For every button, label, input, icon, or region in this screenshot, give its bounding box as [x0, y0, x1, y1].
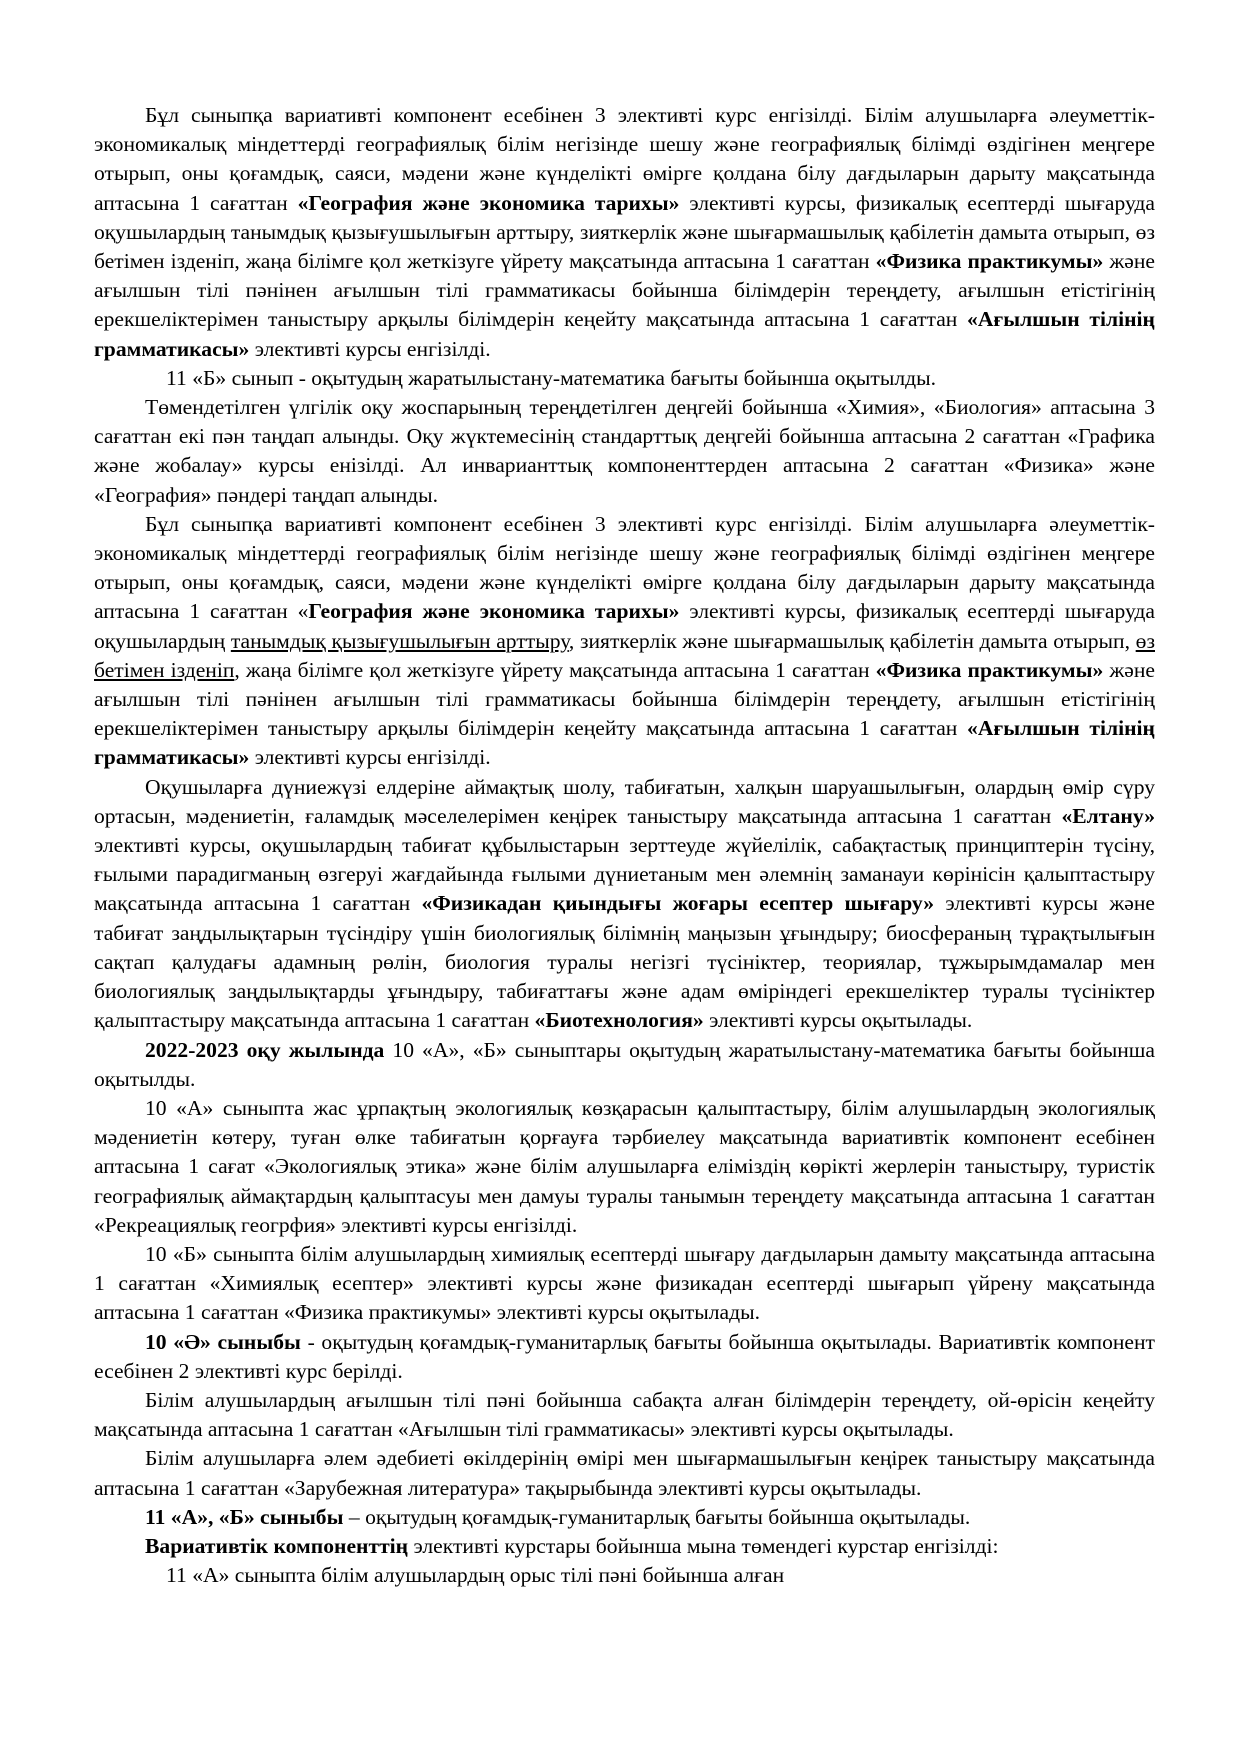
text-run: элективті курсы енгізілді.	[249, 336, 491, 361]
paragraph	[94, 1503, 1155, 1532]
underlined-text: танымдық қызығушылығын арттыру	[230, 628, 569, 653]
text-run: , жаңа білімге қол жеткізуге үйрету мақсатында аптасына 1 сағаттан	[234, 657, 876, 682]
bold-text: «География және экономика тарихы»	[297, 190, 680, 215]
paragraph	[94, 510, 1155, 773]
text-run: Білім алушыларға әлем әдебиеті өкілдерінің өмірі мен шығармашылығын кеңірек таныстыру мақсатында аптасына 1 сағаттан «Зарубежная литература» тақырыбында элективті курсы оқытылады.	[94, 1446, 1155, 1500]
text-run: элективті курсы, физикалық есептерді шығаруда оқушылардың танымдық қызығушылығын арттыру, зияткерлік және шығармашылық қабілетін дамыта отырып, өз бетімен ізденіп, жаңа білімге қол жеткізуге үйрету мақсатында аптасына 1 сағаттан	[94, 190, 1155, 274]
bold-text: 10 «Ә» сыныбы	[145, 1329, 301, 1354]
paragraph	[94, 1240, 1155, 1328]
text-run: Бұл сыныпқа вариативті компонент есебінен 3 элективті курс енгізілді. Білім алушыларға әлеуметтік- экономикалық міндеттерді географиялық білім негізінде шешу және географиялық білімді өздігінен меңгере отырып, оны қоғамдық, саяси, мәдени және күнделікті өмірге қолдана білу дағдыларын дарыту мақсатында аптасына 1 сағаттан «	[94, 511, 1155, 624]
text-run: Төмендетілген үлгілік оқу жоспарының тереңдетілген деңгейі бойынша «Химия», «Биология» аптасына 3 сағаттан екі пән таңдап алынды. Оқу жүктемесінің стандарттық деңгейі бойынша аптасына 2 сағаттан «Графика және жобалау» курсы енізілді. Ал инварианттық компоненттерден аптасына 2 сағаттан «Физика» және «География» пәндері таңдап алынды.	[94, 395, 1155, 507]
bold-text: Вариативтік компоненттің	[145, 1533, 409, 1558]
paragraph	[94, 393, 1155, 510]
text-run: 11 «А» сыныпта білім алушылардың орыс тілі пәні бойынша алған	[166, 1563, 785, 1588]
text-run: Оқушыларға дүниежүзі елдеріне аймақтық шолу, табиғатын, халқын шаруашылығын, олардың өмір сүру ортасын, мәдениетін, ғаламдық мәселелерімен кеңірек таныстыру мақсатында аптасына 1 сағаттан	[94, 774, 1155, 828]
paragraph	[94, 364, 1155, 393]
text-run: элективті курсы, физикалық есептерді шығаруда оқушылардың	[94, 599, 1155, 653]
bold-text: «Ағылшын тілінің грамматикасы»	[94, 307, 1155, 361]
underlined-text: өз бетімен ізденіп	[94, 628, 1155, 682]
text-run: Білім алушылардың ағылшын тілі пәні бойынша сабақта алған білімдерін тереңдету, ой-өрісін кеңейту мақсатында аптасына 1 сағаттан «Ағылшын тілі грамматикасы» элективті курсы оқытылады.	[94, 1387, 1155, 1442]
paragraph	[94, 1036, 1155, 1094]
document-body	[94, 101, 1155, 1590]
text-run: элективті курсы оқытылады.	[703, 1008, 973, 1033]
paragraph	[94, 1561, 1155, 1590]
bold-text: 2022-2023 оқу жылында	[145, 1037, 385, 1062]
text-run: 11 «Б» сынып - оқытудың жаратылыстану-математика бағыты бойынша оқытылды.	[166, 365, 937, 390]
text-run: элективті курсы және табиғат заңдылықтарын түсіндіру үшін биологиялық білімнің маңызын ұғындыру; биосфераның тұрақтылығын сақтап қалудағы адамның рөлін, биология туралы негізгі түсініктер, теориялар, тұжырымдамалар мен биологиялық заңдылықтарды ұғындыру, табиғаттағы және адам өміріндегі ерекшеліктер туралы түсініктер қалыптастыру мақсатында аптасына 1 сағаттан	[94, 891, 1155, 1033]
bold-text: «Ағылшын тілінің грамматикасы»	[94, 716, 1155, 770]
bold-text: География және экономика тарихы»	[308, 599, 680, 624]
bold-text: «Биотехнология»	[534, 1008, 704, 1033]
text-run: 10 «Б» сыныпта білім алушылардың химиялық есептерді шығару дағдыларын дамыту мақсатында аптасына 1 сағаттан «Химиялық есептер» элективті курсы және физикадан есептерді шығарып үйрену мақсатында аптасына 1 сағаттан «Физика практикумы» элективті курсы оқытылады.	[94, 1241, 1155, 1325]
paragraph	[94, 1532, 1155, 1561]
paragraph	[94, 1094, 1155, 1240]
text-run: элективті курстары бойынша мына төмендегі курстар енгізілді:	[408, 1533, 999, 1558]
paragraph	[94, 1328, 1155, 1386]
text-run: - оқытудың қоғамдық-гуманитарлық бағыты бойынша оқытылады. Вариативтік компонент есебінен 2 элективті курс берілді.	[94, 1329, 1155, 1383]
paragraph	[94, 773, 1155, 1036]
text-run: 10 «А» сыныпта жас ұрпақтың экологиялық көзқарасын қалыптастыру, білім алушылардың экологиялық мәдениетін көтеру, туған өлке табиғатын қорғауға тәрбиелеу мақсатында вариативтік компонент есебінен аптасына 1 сағат «Экологиялық этика» және білім алушыларға еліміздің көрікті жерлерін таныстыру, туристік географиялық аймақтардың қалыптасуы мен дамуы туралы танымын тереңдету мақсатында аптасына 1 сағаттан «Рекреациялық геогрфия» элективті курсы енгізілді.	[94, 1095, 1155, 1237]
bold-text: 11 «А», «Б» сыныбы	[145, 1504, 344, 1529]
text-run: және ағылшын тілі пәнінен ағылшын тілі грамматикасы бойынша білімдерін тереңдету, ағылшын етістігінің ерекшеліктерімен таныстыру арқылы білімдерін кеңейту мақсатында аптасына 1 сағаттан	[94, 657, 1155, 741]
text-run: , зияткерлік және шығармашылық қабілетін дамыта отырып,	[568, 628, 1136, 653]
paragraph	[94, 101, 1155, 364]
text-run: элективті курсы, оқушылардың табиғат құбылыстарын зерттеуде жүйелілік, сабақтастық принциптерін түсіну, ғылыми парадигманың өзгеруі жағдайында ғылыми дүниетаным мен әлемнің заманауи көрінісін қалыптастыру мақсатында аптасына 1 сағаттан	[94, 833, 1155, 916]
paragraph	[94, 1386, 1155, 1444]
bold-text: «Физикадан қиындығы жоғары есептер шығару»	[421, 891, 935, 916]
text-run: 10 «А», «Б» сыныптары оқытудың жаратылыстану-математика бағыты бойынша оқытылды.	[94, 1037, 1155, 1091]
text-run: Бұл сыныпқа вариативті компонент есебінен 3 элективті курс енгізілді. Білім алушыларға әлеуметтік- экономикалық міндеттерді географиялық білім негізінде шешу және географиялық білімді өздігінен меңгере отырып, оны қоғамдық, саяси, мәдени және күнделікті өмірге қолдана білу дағдыларын дарыту мақсатында аптасына 1 сағаттан	[94, 103, 1155, 215]
text-run: элективті курсы енгізілді.	[249, 745, 491, 770]
bold-text: «Физика практикумы»	[875, 249, 1104, 274]
bold-text: «Елтану»	[1061, 803, 1155, 828]
text-run: және ағылшын тілі пәнінен ағылшын тілі грамматикасы бойынша білімдерін тереңдету, ағылшын етістігінің ерекшеліктерімен таныстыру арқылы білімдерін кеңейту мақсатында аптасына 1 сағаттан	[94, 249, 1156, 332]
bold-text: «Физика практикумы»	[875, 657, 1104, 682]
paragraph	[94, 1444, 1155, 1502]
text-run: – оқытудың қоғамдық-гуманитарлық бағыты бойынша оқытылады.	[343, 1504, 971, 1529]
